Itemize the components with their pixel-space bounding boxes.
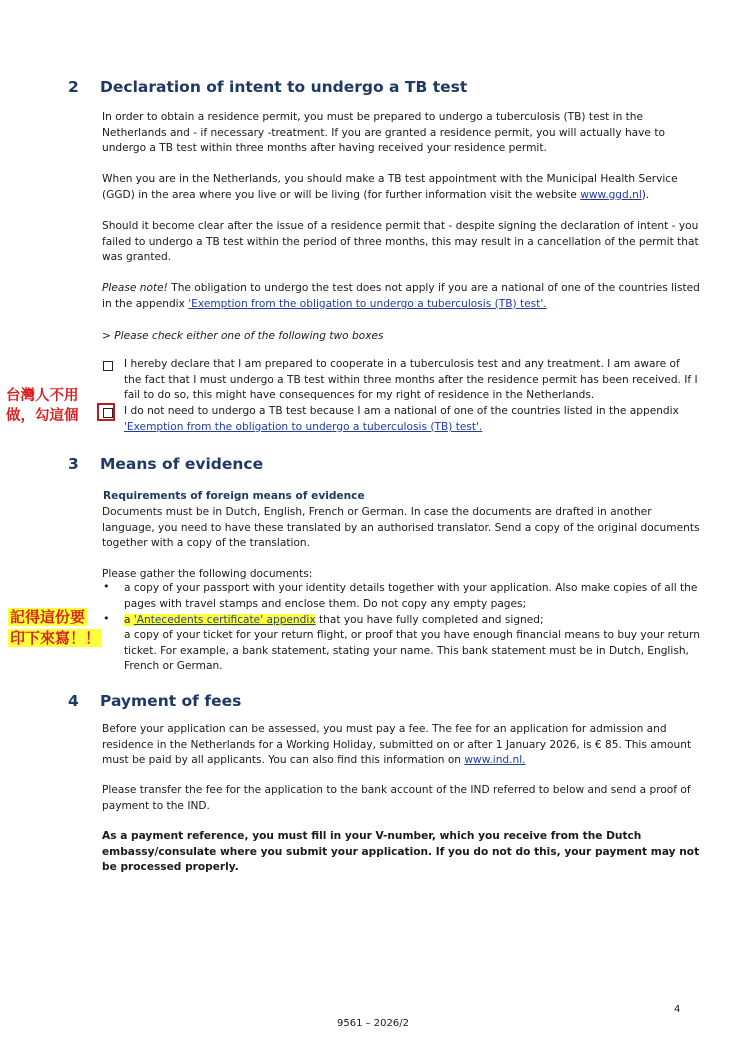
fee-paragraph: Before your application can be assessed, you must pay a fee. The fee for an application for admission and residence in the Netherlands for a Working Holiday, submitted on or after 1 January 2026, is € 85. This amount must be paid by all applicants. You can also find this information on www.ind.nl. [102,723,692,767]
declaration-checkbox[interactable] [103,361,113,371]
tb-annotation: 台灣人不用 做，勾這個 [6,388,79,424]
please-note-label: Please note! [102,282,168,294]
bullet-marker: • [103,612,110,625]
certificate-annotation: 記得這份要 印下來寫！！ [10,608,101,647]
transfer-paragraph: Please transfer the fee for the application to the bank account of the IND referred to below and send a proof of payment to the IND. [102,784,691,812]
passport-bullet: a copy of your passport with your identity details together with your application. Also make copies of all the pages with travel stamps and enclose them. Do not copy any empty pages; [124,582,698,610]
page-number: 4 [674,1004,681,1015]
foreign-evidence-subheading: Requirements of foreign means of evidence [103,490,365,502]
bullet-marker: • [103,580,110,593]
section-title: Means of evidence [100,455,264,473]
return-ticket-bullet: a copy of your ticket for your return flight, or proof that you have enough financial means to buy your return ticket. For example, a bank statement, stating your name. This bank statement must be in Dutch, English, French or German. [124,629,701,673]
section-2-heading [68,78,467,96]
antecedents-bullet: a 'Antecedents certificate' appendix that you have fully completed and signed; [124,614,544,626]
section-4-heading [68,692,241,710]
ind-website-link[interactable]: www.ind.nl. [464,754,526,767]
declaration-option-text: I hereby declare that I am prepared to cooperate in a tuberculosis test and any treatment. I am aware of the fact that I must undergo a TB test within three months after the residence permit has been received. If I fail to do so, this might have consequences for my right of residence in the Netherlands. [124,358,698,402]
exemption-appendix-link-2[interactable]: 'Exemption from the obligation to undergo a tuberculosis (TB) test'. [124,420,483,433]
checkbox-instruction: > Please check either one of the following two boxes [102,330,384,342]
ggd-paragraph: When you are in the Netherlands, you should make a TB test appointment with the Municipal Health Service (GGD) in the area where you live or will be living (for further information visit the website www.ggd.nl). [102,173,678,201]
exemption-appendix-link[interactable]: 'Exemption from the obligation to undergo a tuberculosis (TB) test'. [188,297,547,310]
ggd-website-link[interactable]: www.ggd.nl [580,188,642,201]
tb-intro-paragraph: In order to obtain a residence permit, you must be prepared to undergo a tuberculosis (TB) test in the Netherlands and - if necessary -treatment. If you are granted a residence permit, you will actually have to undergo a TB test within three months after having received your residence permit. [102,111,665,155]
payment-reference-warning: As a payment reference, you must fill in your V-number, which you receive from the Dutch embassy/consulate where you submit your application. If you do not do this, your payment may not be processed properly. [102,830,700,874]
gather-documents-intro: Please gather the following documents: [102,568,313,580]
section-title: Payment of fees [100,692,242,710]
exemption-option-text: I do not need to undergo a TB test because I am a national of one of the countries listed in the appendix 'Exemption from the obligation to undergo a tuberculosis (TB) test'. [124,405,679,433]
section-title: Declaration of intent to undergo a TB test [100,78,468,96]
section-number: 2 [68,78,79,96]
form-code: 9561 – 2026/2 [337,1018,409,1029]
section-number: 3 [68,455,79,473]
exemption-note: Please note! The obligation to undergo the test does not apply if you are a national of one of the countries listed in the appendix 'Exemption from the obligation to undergo a tuberculosis (TB) test'. [102,282,700,310]
section-3-heading [68,455,263,473]
annotation-highlight-frame [97,403,115,421]
antecedents-certificate-link[interactable]: 'Antecedents certificate' appendix [133,614,316,626]
cancellation-paragraph: Should it become clear after the issue of a residence permit that - despite signing the declaration of intent - you failed to undergo a TB test within the period of three months, this may result in a cancellation of the permit that was granted. [102,220,699,264]
section-number: 4 [68,692,79,710]
language-requirements-paragraph: Documents must be in Dutch, English, French or German. In case the documents are drafted in another language, you need to have these translated by an authorised translator. Send a copy of the original documents together with a copy of the translation. [102,506,700,550]
